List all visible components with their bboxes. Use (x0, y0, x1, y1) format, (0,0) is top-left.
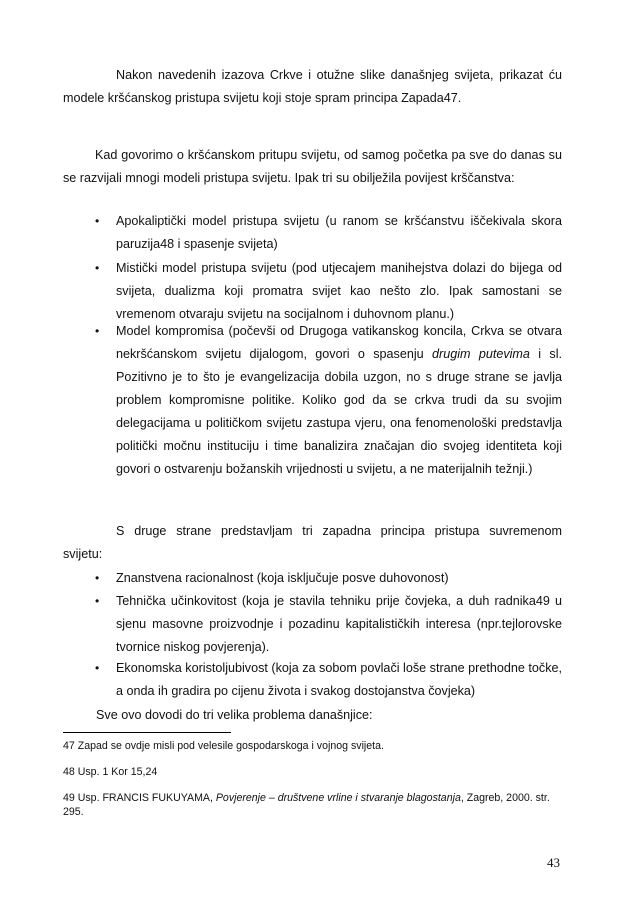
list-item-text: Znanstvena racionalnost (koja isključuje posve duhovonost) (116, 571, 449, 585)
paragraph-western-principles: S druge strane predstavljam tri zapadna principa pristupa suvremenom (116, 524, 562, 538)
list-item-text-part: Model kompromisa (počevši od Drugoga vatikanskog koncila, Crkva se otvara nekršćanskom svijetu dijalogom, govori o spasenju (116, 324, 562, 361)
footnote-book-title: Povjerenje – društvene vrline i stvaranje blagostanja (215, 792, 461, 804)
bullet: • (95, 594, 100, 608)
paragraph-models: Kad govorimo o kršćanskom pritupu svijetu, od samog početka pa sve do danas su se razvijali mnogi modeli pristupa svijetu. Ipak tri su obilježila povijest krščanstva: (63, 148, 562, 185)
footnote-48: 48 Usp. 1 Kor 15,24 (63, 766, 158, 778)
bullet: • (95, 214, 100, 228)
list-item-text: Apokaliptički model pristupa svijetu (u ranom se kršćanstvu iščekivala skora paruzija48 i spasenje svijeta) (116, 214, 562, 251)
footnote-text: 49 Usp. FRANCIS FUKUYAMA, (63, 792, 216, 804)
bullet: • (95, 661, 100, 675)
bullet: • (95, 261, 100, 275)
list-item-text: Mistički model pristupa svijetu (pod utjecajem manihejstva dolazi do bijega od svijeta, dualizma koji promatra svijet kao nešto zlo. Ipak samostani se vremenom otvaraju svijetu na socijalnom i duhovnom planu.) (116, 261, 562, 321)
bullet: • (95, 571, 100, 585)
footnote-divider (63, 732, 231, 733)
paragraph-intro: Nakon navedenih izazova Crkve i otužne slike današnjeg svijeta, prikazat ću modele kršćanskog pristupa svijetu koji stoje spram principa Zapada47. (63, 68, 562, 105)
list-item-text (116, 320, 562, 481)
list-item-text-part: i sl. Pozitivno je to što je evangelizacija dobila uzgon, no s druge strane se javlja problem kompromisne politike. Koliko god da se crkva trudi da su svojim delegacijama u političkom svijetu zastupa vjeru, ona fenomenološki predstavlja politički močnu instituciju i time banalizira značajan dio svojeg identiteta koji govori o ostvarenju božanskih vrijednosti u svijetu, a ne materijalnih težnji.) (116, 347, 562, 476)
list-item-text: Ekonomska koristoljubivost (koja za sobom povlači loše strane prethodne točke, a onda ih gradira po cijenu života i svakog dostojanstva čovjeka) (116, 661, 562, 698)
list-item-text: Tehnička učinkovitost (koja je stavila tehniku prije čovjeka, a duh radnika49 u sjenu masovne proizvodnje i pozadinu kapitalističkih interesa (npr.tejlorovske tvornice niskog povjerenja). (116, 594, 562, 654)
list-item-text-italic: drugim putevima (432, 347, 530, 361)
page-number: 43 (547, 855, 560, 870)
footnote-text: , Zagreb, 2000. str. 295. (63, 792, 550, 818)
paragraph-western-principles-cont: svijetu: (63, 547, 103, 561)
footnote-49 (63, 791, 562, 819)
bullet: • (95, 324, 100, 338)
paragraph-problems: Sve ovo dovodi do tri velika problema današnjice: (96, 708, 373, 722)
footnote-47: 47 Zapad se ovdje misli pod velesile gospodarskoga i vojnog svijeta. (63, 740, 384, 752)
